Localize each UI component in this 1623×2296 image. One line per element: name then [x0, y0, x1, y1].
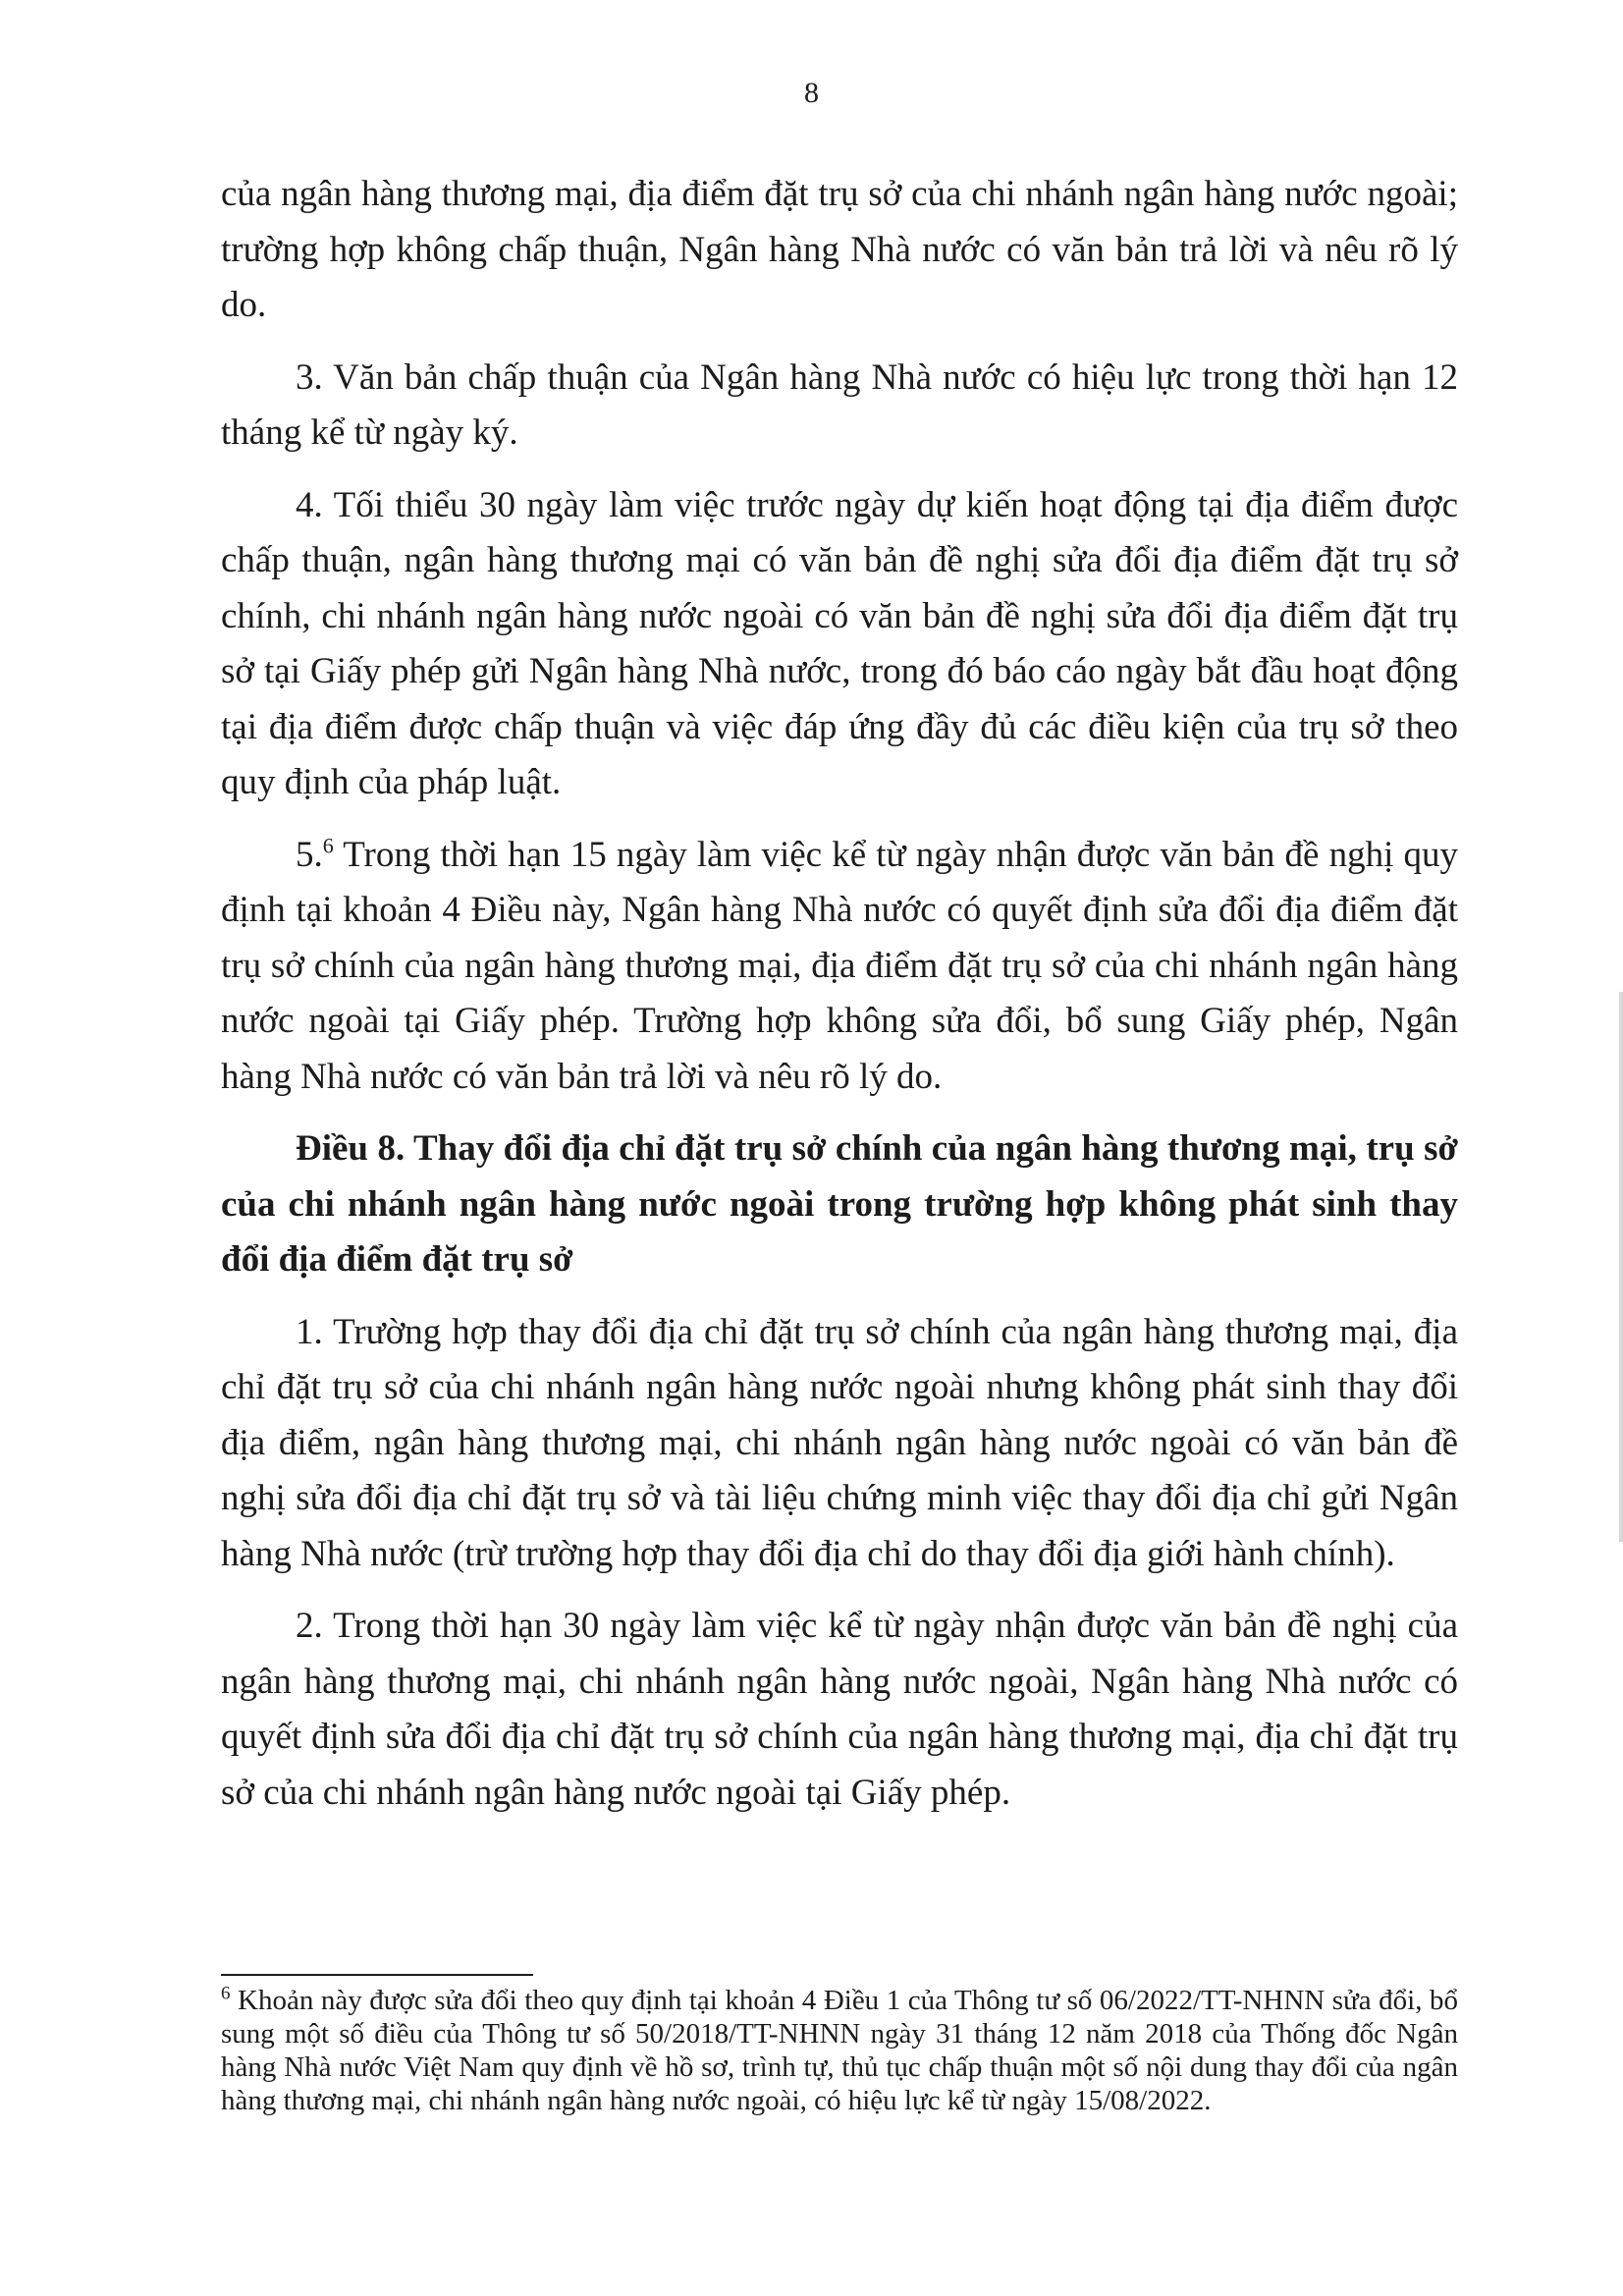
footnote-text: Khoản này được sửa đổi theo quy định tại khoản 4 Điều 1 của Thông tư số 06/2022/TT-NHNN sửa đổi, bổ sung một số điều của Thông tư số 50/2018/TT-NHNN ngày 31 tháng 12 năm 2018 của Thống đốc Ngân hàng Nhà nước Việt Nam quy định về hồ sơ, trình tự, thủ tục chấp thuận một số nội dung thay đổi của ngân hàng thương mại, chi nhánh ngân hàng nước ngoài, có hiệu lực kể từ ngày 15/08/2022. — [221, 1985, 1458, 2116]
clause-5-number: 5. — [296, 834, 323, 875]
paragraph-clause-4: 4. Tối thiểu 30 ngày làm việc trước ngày dự kiến hoạt động tại địa điểm được chấp thuận, ngân hàng thương mại có văn bản đề nghị sửa đổi địa điểm đặt trụ sở chính, chi nhánh ngân hàng nước ngoài có văn bản đề nghị sửa đổi địa điểm đặt trụ sở tại Giấy phép gửi Ngân hàng Nhà nước, trong đó báo cáo ngày bắt đầu hoạt động tại địa điểm được chấp thuận và việc đáp ứng đầy đủ các điều kiện của trụ sở theo quy định của pháp luật. — [221, 484, 1458, 802]
footnote-separator — [221, 1974, 533, 1976]
footnote-reference-6[interactable]: 6 — [322, 833, 334, 858]
clause-5-text: Trong thời hạn 15 ngày làm việc kể từ ngày nhận được văn bản đề nghị quy định tại khoản 4 Điều này, Ngân hàng Nhà nước có quyết định sửa đổi địa điểm đặt trụ sở chính của ngân hàng thương mại, địa điểm đặt trụ sở của chi nhánh ngân hàng nước ngoài tại Giấy phép. Trường hợp không sửa đổi, bổ sung Giấy phép, Ngân hàng Nhà nước có văn bản trả lời và nêu rõ lý do. — [221, 834, 1458, 1097]
paragraph-continued: của ngân hàng thương mại, địa điểm đặt trụ sở của chi nhánh ngân hàng nước ngoài; trường hợp không chấp thuận, Ngân hàng Nhà nước có văn bản trả lời và nêu rõ lý do. — [221, 174, 1458, 325]
footnote-marker: 6 — [221, 1983, 231, 2004]
footnote-6 — [221, 1984, 1458, 2117]
scan-edge-shadow — [1619, 992, 1623, 1542]
article-8-clause-1: 1. Trường hợp thay đổi địa chỉ đặt trụ sở chính của ngân hàng thương mại, địa chỉ đặt trụ sở của chi nhánh ngân hàng nước ngoài nhưng không phát sinh thay đổi địa điểm, ngân hàng thương mại, chi nhánh ngân hàng nước ngoài có văn bản đề nghị sửa đổi địa chỉ đặt trụ sở và tài liệu chứng minh việc thay đổi địa chỉ gửi Ngân hàng Nhà nước (trừ trường hợp thay đổi địa chỉ do thay đổi địa giới hành chính). — [221, 1311, 1458, 1574]
paragraph-clause-5 — [221, 828, 1458, 1106]
article-8-heading: Điều 8. Thay đổi địa chỉ đặt trụ sở chính của ngân hàng thương mại, trụ sở của chi nhánh ngân hàng nước ngoài trong trường hợp không phát sinh thay đổi địa điểm đặt trụ sở — [221, 1128, 1458, 1280]
article-8-clause-2: 2. Trong thời hạn 30 ngày làm việc kể từ ngày nhận được văn bản đề nghị của ngân hàng thương mại, chi nhánh ngân hàng nước ngoài, Ngân hàng Nhà nước có quyết định sửa đổi địa chỉ đặt trụ sở chính của ngân hàng thương mại, địa chỉ đặt trụ sở của chi nhánh ngân hàng nước ngoài tại Giấy phép. — [221, 1606, 1458, 1813]
page-number: 8 — [804, 77, 819, 109]
paragraph-clause-3: 3. Văn bản chấp thuận của Ngân hàng Nhà nước có hiệu lực trong thời hạn 12 tháng kể từ ngày ký. — [221, 356, 1458, 453]
document-body — [221, 167, 1458, 1837]
